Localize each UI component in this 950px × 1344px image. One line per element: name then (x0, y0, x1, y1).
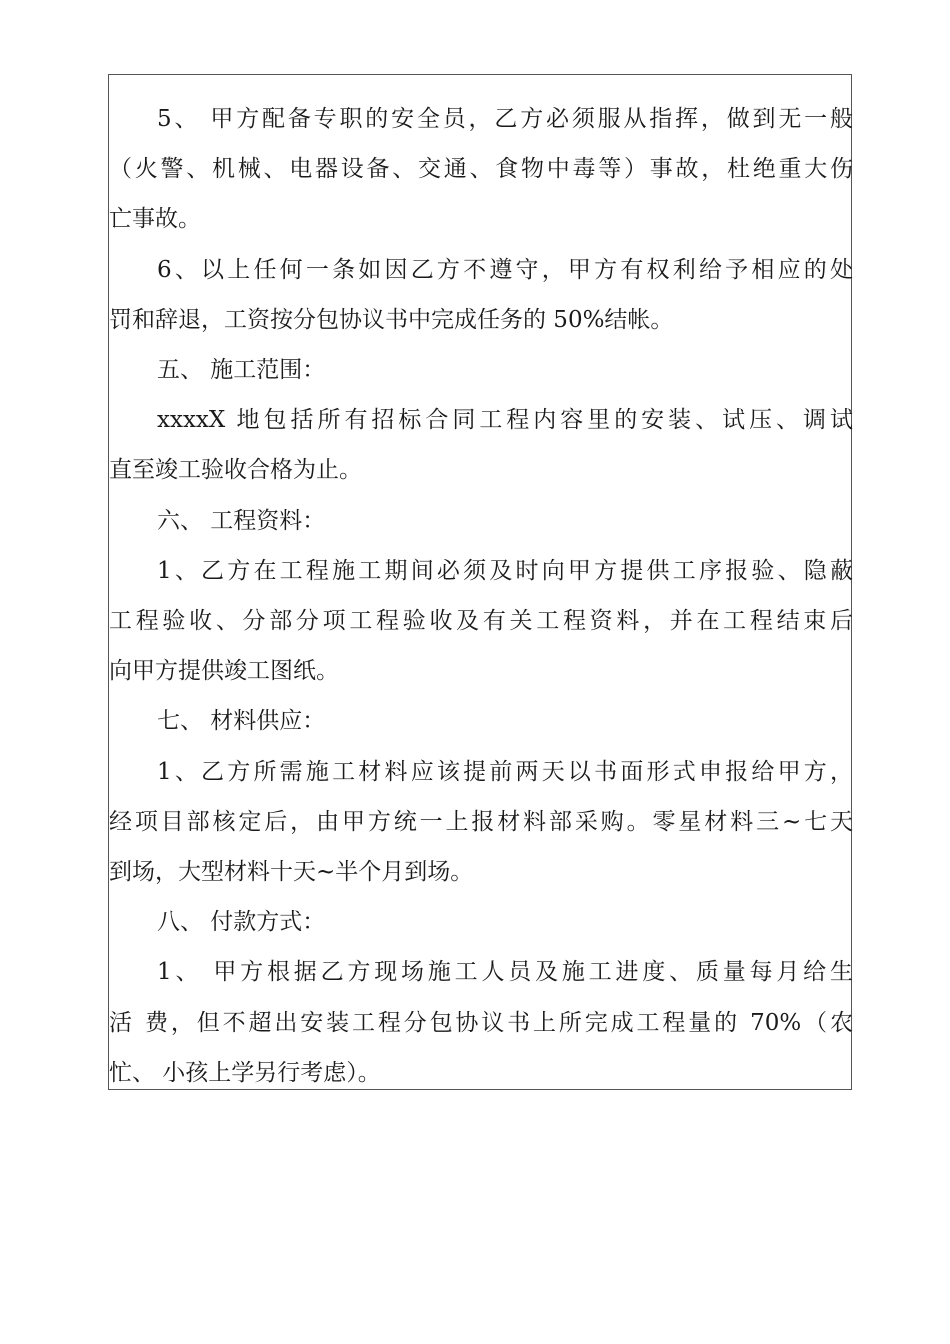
paragraph-line: 罚和辞退，工资按分包协议书中完成任务的 50%结帐。 (109, 306, 674, 333)
paragraph-line: 1、乙方在工程施工期间必须及时向甲方提供工序报验、隐蔽 (157, 557, 853, 584)
paragraph-line: 6、以上任何一条如因乙方不遵守，甲方有权利给予相应的处 (157, 256, 853, 283)
paragraph-line: 1、乙方所需施工材料应该提前两天以书面形式申报给甲方， (157, 758, 853, 785)
document-frame (108, 74, 852, 1090)
paragraph-line: （火警、机械、电器设备、交通、食物中毒等）事故，杜绝重大伤 (109, 156, 853, 183)
paragraph-line: 5、 甲方配备专职的安全员，乙方必须服从指挥，做到无一般 (157, 106, 853, 132)
section-heading: 七、 材料供应： (157, 708, 326, 735)
paragraph-line: 活 费，但不超出安装工程分包协议书上所完成工程量的 70%（农 (109, 1009, 853, 1036)
section-heading: 五、 施工范围： (157, 357, 326, 383)
section-heading: 六、 工程资料： (157, 507, 326, 534)
paragraph-line: 直至竣工验收合格为止。 (109, 457, 362, 484)
paragraph-line: 向甲方提供竣工图纸。 (109, 658, 339, 685)
paragraph-line: 忙、 小孩上学另行考虑）。 (109, 1059, 381, 1086)
paragraph-line: 1、 甲方根据乙方现场施工人员及施工进度、质量每月给生 (157, 959, 853, 986)
paragraph-line: 工程验收、分部分项工程验收及有关工程资料，并在工程结束后 (109, 608, 853, 634)
paragraph-line: 到场，大型材料十天~半个月到场。 (109, 859, 474, 885)
paragraph-line: 经项目部核定后，由甲方统一上报材料部采购。零星材料三~七天 (109, 808, 853, 835)
section-heading: 八、 付款方式： (157, 909, 326, 936)
paragraph-line: 亡事故。 (109, 206, 201, 233)
paragraph-line: xxxxX 地包括所有招标合同工程内容里的安装、试压、调试 (157, 407, 853, 434)
